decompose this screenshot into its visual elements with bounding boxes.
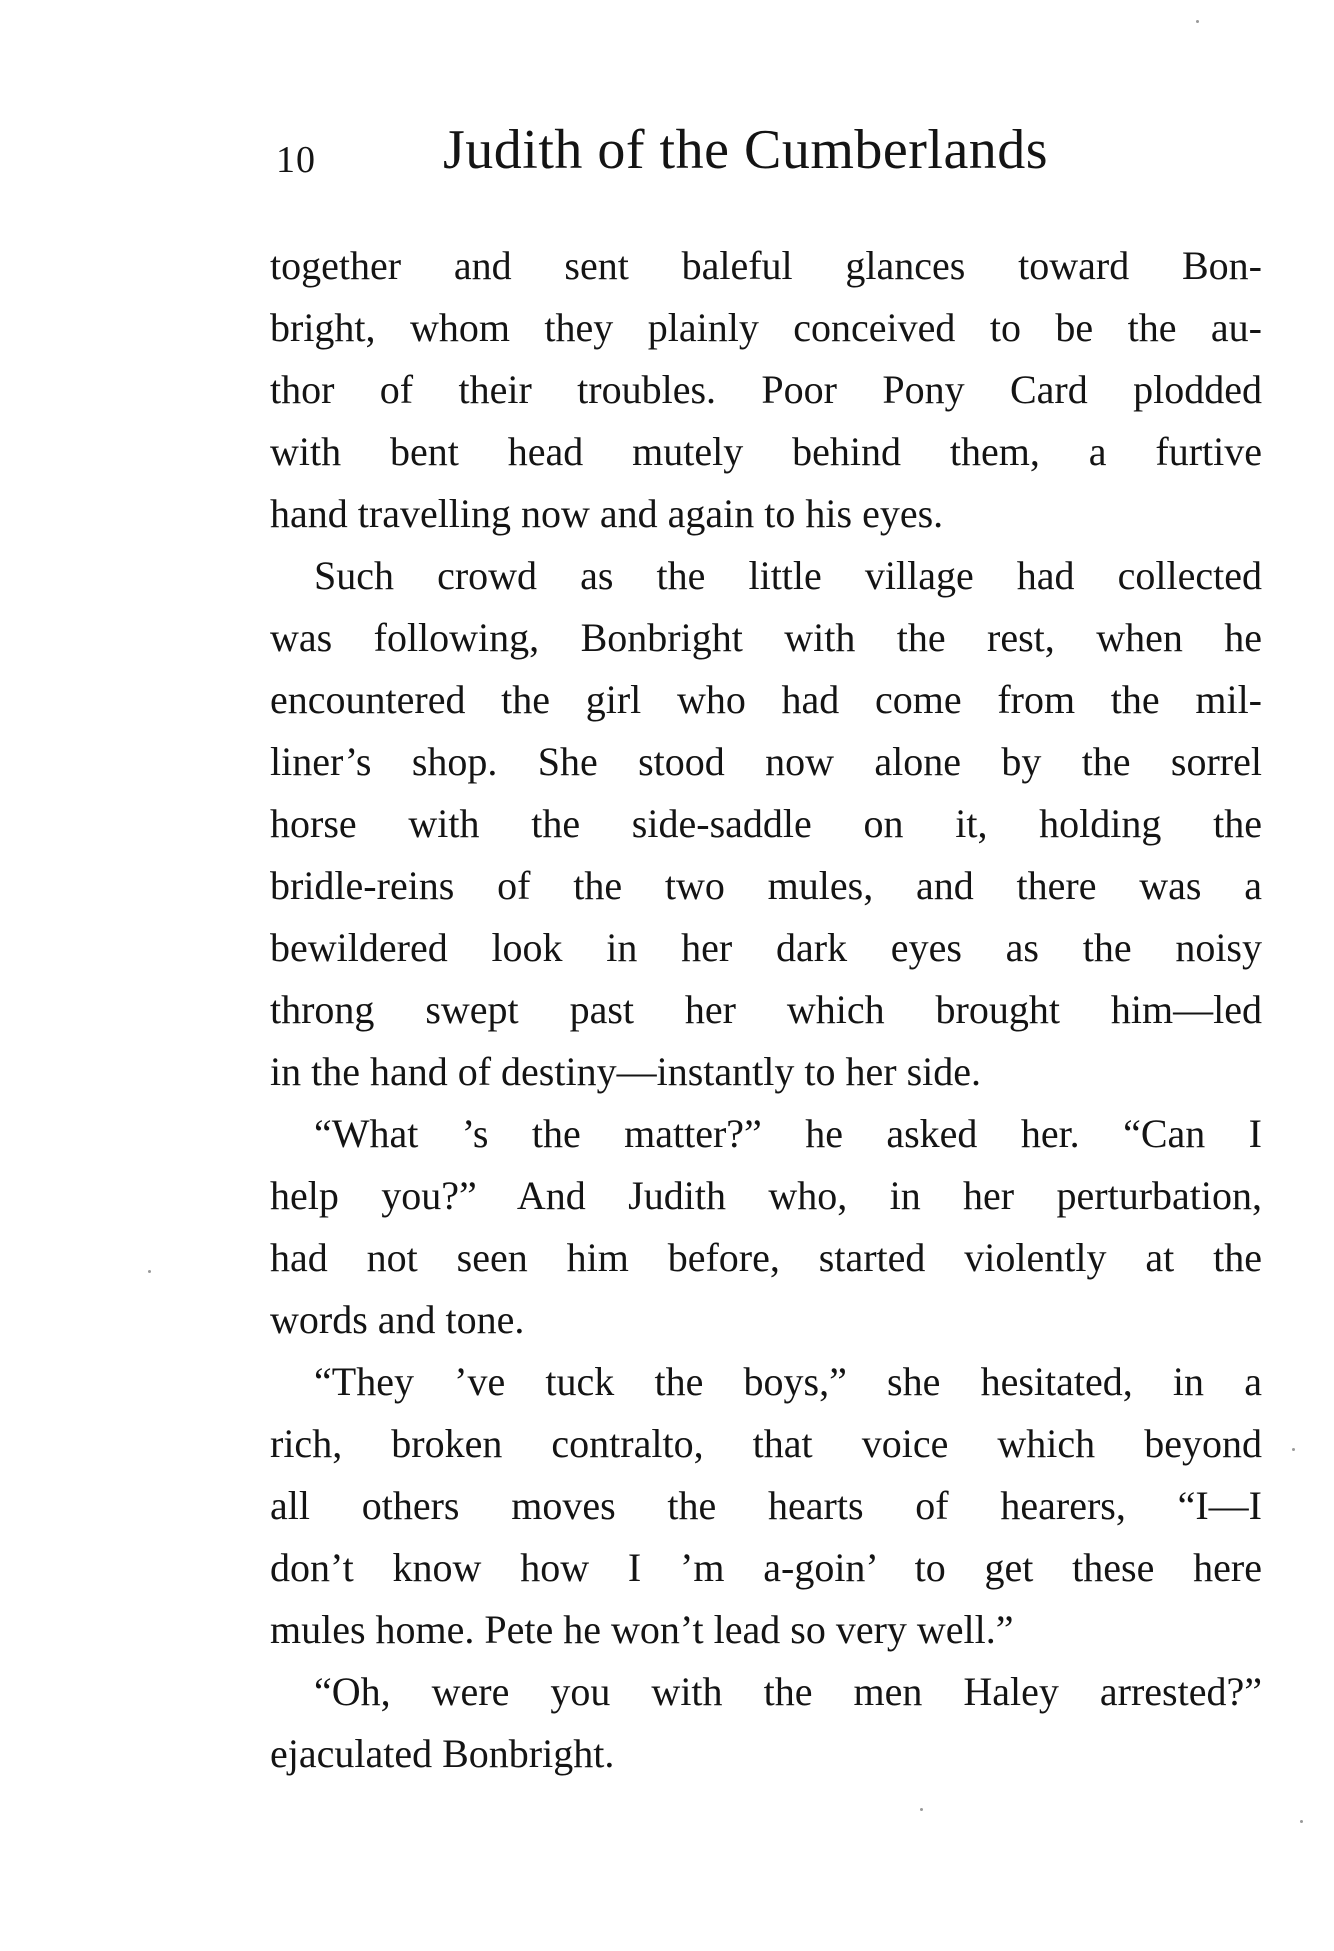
text-line: “They ’ve tuck the boys,” she hesitated, in a (314, 1359, 1262, 1404)
scan-speck (1196, 20, 1199, 23)
page-number: 10 (276, 139, 316, 181)
text-line: was following, Bonbright with the rest, when he (270, 615, 1262, 660)
text-line: liner’s shop. She stood now alone by the sorrel (270, 739, 1262, 784)
text-line: in the hand of destiny—instantly to her side. (270, 1049, 981, 1094)
scan-speck (148, 1270, 151, 1273)
text-line: bright, whom they plainly conceived to be the au- (270, 305, 1262, 350)
running-title: Judith of the Cumberlands (443, 119, 1049, 181)
page-header (270, 118, 1090, 198)
text-line: “Oh, were you with the men Haley arrested?” (314, 1669, 1262, 1714)
text-line: encountered the girl who had come from the mil- (270, 677, 1262, 722)
scan-speck (1300, 1820, 1303, 1823)
text-line: had not seen him before, started violently at the (270, 1235, 1262, 1280)
text-line: horse with the side-saddle on it, holding the (270, 801, 1262, 846)
text-line: ejaculated Bonbright. (270, 1731, 615, 1776)
text-line: help you?” And Judith who, in her perturbation, (270, 1173, 1262, 1218)
text-line: throng swept past her which brought him—led (270, 987, 1262, 1032)
text-line: thor of their troubles. Poor Pony Card plodded (270, 367, 1262, 412)
text-line: Such crowd as the little village had collected (314, 553, 1262, 598)
text-line: hand travelling now and again to his eyes. (270, 491, 944, 536)
text-line: all others moves the hearts of hearers, “I—I (270, 1483, 1262, 1528)
text-line: words and tone. (270, 1297, 525, 1342)
text-line: bewildered look in her dark eyes as the noisy (270, 925, 1262, 970)
text-line: “What ’s the matter?” he asked her. “Can I (314, 1111, 1262, 1156)
text-line: don’t know how I ’m a-goin’ to get these here (270, 1545, 1262, 1590)
scan-speck (920, 1808, 923, 1811)
text-line: rich, broken contralto, that voice which beyond (270, 1421, 1262, 1466)
scan-speck (1292, 1448, 1295, 1451)
body-text (270, 235, 1262, 1785)
text-line: bridle-reins of the two mules, and there was a (270, 863, 1262, 908)
text-line: with bent head mutely behind them, a furtive (270, 429, 1262, 474)
text-line: together and sent baleful glances toward Bon- (270, 243, 1262, 288)
text-line: mules home. Pete he won’t lead so very well.” (270, 1607, 1014, 1652)
